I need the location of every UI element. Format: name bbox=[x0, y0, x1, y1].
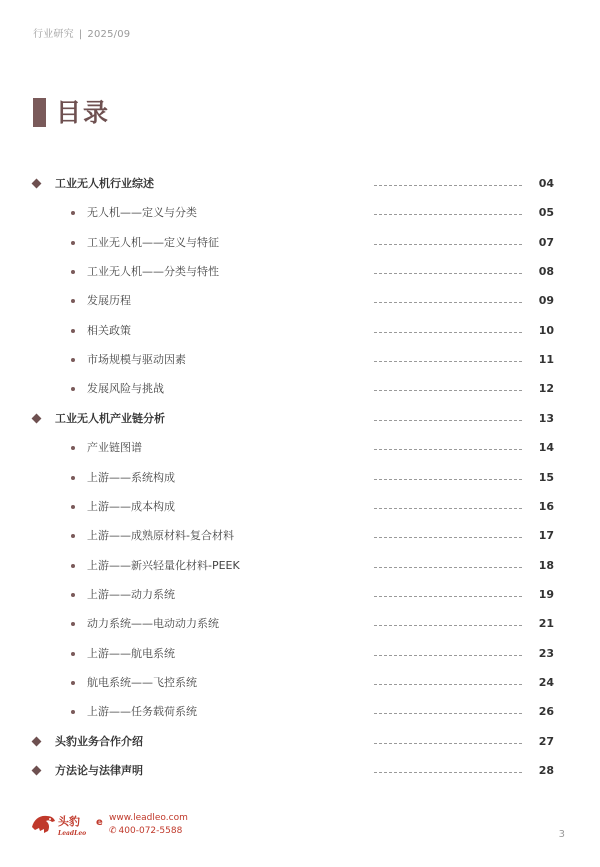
dot-bullet-icon bbox=[71, 299, 75, 303]
toc-entry-label[interactable]: 上游——航电系统 bbox=[87, 646, 175, 660]
logo-text: 头豹 bbox=[58, 815, 80, 828]
toc-entry-label[interactable]: 相关政策 bbox=[87, 323, 131, 337]
dotted-leader bbox=[374, 567, 522, 568]
phone-line bbox=[109, 825, 188, 837]
toc-entry-label[interactable]: 上游——系统构成 bbox=[87, 470, 175, 484]
toc-item-row[interactable] bbox=[0, 522, 600, 551]
toc-section-row[interactable] bbox=[0, 757, 600, 786]
toc-page-number[interactable]: 18 bbox=[538, 558, 554, 572]
dot-bullet-icon bbox=[71, 622, 75, 626]
toc-section-row[interactable] bbox=[0, 170, 600, 199]
toc-page-number[interactable]: 26 bbox=[538, 705, 554, 719]
website-line[interactable] bbox=[109, 812, 188, 824]
dot-bullet-icon bbox=[71, 593, 75, 597]
toc-section-row[interactable] bbox=[0, 405, 600, 434]
page-title-block bbox=[33, 97, 110, 128]
toc-item-row[interactable] bbox=[0, 698, 600, 727]
toc-page-number[interactable]: 19 bbox=[538, 587, 554, 601]
toc-item-row[interactable] bbox=[0, 581, 600, 610]
toc-item-row[interactable] bbox=[0, 434, 600, 463]
dotted-leader bbox=[374, 596, 522, 597]
toc-page-number[interactable]: 13 bbox=[538, 411, 554, 425]
page-number: 3 bbox=[558, 829, 565, 840]
toc-page-number[interactable]: 07 bbox=[538, 235, 554, 249]
dotted-leader bbox=[374, 302, 522, 303]
toc-page-number[interactable]: 09 bbox=[538, 294, 554, 308]
toc-entry-label[interactable]: 发展历程 bbox=[87, 294, 131, 308]
toc-entry-label[interactable]: 上游——成熟原材料-复合材料 bbox=[87, 529, 234, 543]
toc-page-number[interactable]: 23 bbox=[538, 646, 554, 660]
dotted-leader bbox=[374, 684, 522, 685]
dot-bullet-icon bbox=[71, 652, 75, 656]
dotted-leader bbox=[374, 244, 522, 245]
title-accent-bar bbox=[33, 98, 46, 127]
toc-item-row[interactable] bbox=[0, 229, 600, 258]
toc-item-row[interactable] bbox=[0, 552, 600, 581]
toc-item-row[interactable] bbox=[0, 640, 600, 669]
toc-item-row[interactable] bbox=[0, 258, 600, 287]
toc-page-number[interactable]: 14 bbox=[538, 441, 554, 455]
website-link[interactable]: www.leadleo.com bbox=[109, 813, 188, 823]
toc-page-number[interactable]: 04 bbox=[538, 177, 554, 190]
toc-page-number[interactable]: 10 bbox=[538, 323, 554, 337]
toc-entry-label[interactable]: 工业无人机行业综述 bbox=[55, 177, 154, 190]
phone-number: 400-072-5588 bbox=[118, 826, 183, 836]
header-separator: | bbox=[78, 29, 83, 40]
dot-bullet-icon bbox=[71, 476, 75, 480]
toc-entry-label[interactable]: 市场规模与驱动因素 bbox=[87, 353, 186, 367]
dotted-leader bbox=[374, 332, 522, 333]
toc-page-number[interactable]: 05 bbox=[538, 206, 554, 220]
toc-page-number[interactable]: 08 bbox=[538, 265, 554, 279]
toc-entry-label[interactable]: 上游——动力系统 bbox=[87, 587, 175, 601]
toc-item-row[interactable] bbox=[0, 199, 600, 228]
toc-page-number[interactable]: 16 bbox=[538, 499, 554, 513]
toc-entry-label[interactable]: 无人机——定义与分类 bbox=[87, 206, 197, 220]
dot-bullet-icon bbox=[71, 211, 75, 215]
dotted-leader bbox=[374, 420, 522, 421]
toc-item-row[interactable] bbox=[0, 610, 600, 639]
toc-entry-label[interactable]: 上游——任务载荷系统 bbox=[87, 705, 197, 719]
dotted-leader bbox=[374, 743, 522, 744]
dotted-leader bbox=[374, 537, 522, 538]
toc-page-number[interactable]: 27 bbox=[538, 734, 554, 748]
dotted-leader bbox=[374, 361, 522, 362]
footer-contact bbox=[109, 812, 188, 838]
toc-entry-label[interactable]: 产业链图谱 bbox=[87, 441, 142, 455]
dotted-leader bbox=[374, 390, 522, 391]
toc-entry-label[interactable]: 方法论与法律声明 bbox=[55, 764, 143, 777]
dot-bullet-icon bbox=[71, 446, 75, 450]
toc-page-number[interactable]: 24 bbox=[538, 675, 554, 689]
dotted-leader bbox=[374, 772, 522, 773]
dotted-leader bbox=[374, 273, 522, 274]
toc-item-row[interactable] bbox=[0, 464, 600, 493]
dot-bullet-icon bbox=[71, 329, 75, 333]
diamond-bullet-icon bbox=[32, 766, 42, 776]
toc-section-row[interactable] bbox=[0, 728, 600, 757]
toc-item-row[interactable] bbox=[0, 287, 600, 316]
dot-bullet-icon bbox=[71, 505, 75, 509]
dotted-leader bbox=[374, 508, 522, 509]
dotted-leader bbox=[374, 449, 522, 450]
dot-bullet-icon bbox=[71, 358, 75, 362]
dotted-leader bbox=[374, 479, 522, 480]
svg-text:e: e bbox=[96, 817, 103, 828]
toc-page-number[interactable]: 11 bbox=[538, 353, 554, 367]
toc-entry-label[interactable]: 动力系统——电动动力系统 bbox=[87, 617, 219, 631]
toc-page-number[interactable]: 17 bbox=[538, 529, 554, 543]
toc-entry-label[interactable]: 工业无人机——分类与特性 bbox=[87, 265, 219, 279]
toc-entry-label[interactable]: 航电系统——飞控系统 bbox=[87, 675, 197, 689]
dot-bullet-icon bbox=[71, 241, 75, 245]
report-date: 2025/09 bbox=[87, 29, 131, 40]
toc-entry-label[interactable]: 工业无人机——定义与特征 bbox=[87, 235, 219, 249]
dotted-leader bbox=[374, 185, 522, 186]
dotted-leader bbox=[374, 713, 522, 714]
toc-entry-label[interactable]: 头豹业务合作介绍 bbox=[55, 734, 143, 748]
report-header bbox=[33, 25, 130, 40]
dotted-leader bbox=[374, 655, 522, 656]
dot-bullet-icon bbox=[71, 710, 75, 714]
diamond-bullet-icon bbox=[32, 179, 42, 189]
dot-bullet-icon bbox=[71, 387, 75, 391]
logo-subtext: LeadLeo bbox=[58, 830, 87, 837]
toc-item-row[interactable] bbox=[0, 317, 600, 346]
dotted-leader bbox=[374, 214, 522, 215]
toc-page-number[interactable]: 15 bbox=[538, 470, 554, 484]
toc-entry-label[interactable]: 上游——新兴轻量化材料-PEEK bbox=[87, 558, 240, 572]
diamond-bullet-icon bbox=[32, 413, 42, 423]
report-category: 行业研究 bbox=[33, 29, 74, 40]
toc-page-number[interactable]: 28 bbox=[538, 764, 554, 777]
diamond-bullet-icon bbox=[32, 736, 42, 746]
toc-page-number[interactable]: 21 bbox=[538, 617, 554, 631]
leadleo-logo bbox=[30, 809, 105, 839]
toc-entry-label[interactable]: 上游——成本构成 bbox=[87, 499, 175, 513]
phone-icon: ✆ bbox=[109, 826, 117, 836]
page-title: 目录 bbox=[56, 98, 111, 127]
toc-entry-label[interactable]: 发展风险与挑战 bbox=[87, 382, 164, 396]
toc-item-row[interactable] bbox=[0, 346, 600, 375]
toc-item-row[interactable] bbox=[0, 375, 600, 404]
toc-item-row[interactable] bbox=[0, 669, 600, 698]
dotted-leader bbox=[374, 625, 522, 626]
dot-bullet-icon bbox=[71, 681, 75, 685]
toc-page-number[interactable]: 12 bbox=[538, 382, 554, 396]
dot-bullet-icon bbox=[71, 270, 75, 274]
toc-entry-label[interactable]: 工业无人机产业链分析 bbox=[55, 411, 165, 425]
dot-bullet-icon bbox=[71, 564, 75, 568]
dot-bullet-icon bbox=[71, 534, 75, 538]
toc-item-row[interactable] bbox=[0, 493, 600, 522]
